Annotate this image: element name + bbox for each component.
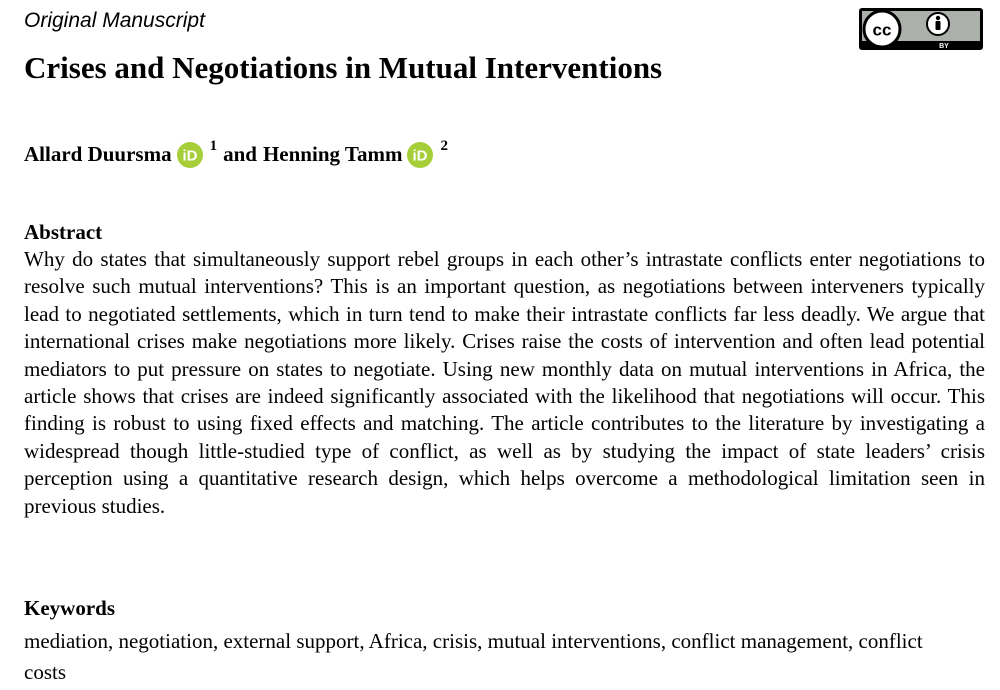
svg-text:cc: cc: [872, 20, 892, 40]
keywords-heading: Keywords: [24, 596, 115, 620]
cc-by-icon: [858, 7, 984, 56]
abstract-heading: Abstract: [24, 220, 103, 244]
svg-text:iD: iD: [412, 147, 428, 165]
keywords-text: mediation, negotiation, external support, Africa, crisis, mutual interventions, conflict management, conflict costs: [24, 629, 923, 684]
paper-title: Crises and Negotiations in Mutual Interventions: [24, 50, 663, 85]
license-badge-text: BY: [939, 43, 949, 50]
affiliation-marker: 2: [440, 137, 448, 154]
author-name: Allard Duursma: [24, 141, 172, 166]
author-name: Henning Tamm: [262, 141, 403, 166]
affiliation-marker: 1: [209, 137, 218, 154]
author-joiner: and: [223, 141, 257, 166]
orcid-icon[interactable]: [176, 141, 204, 169]
abstract-text: Why do states that simultaneously support rebel groups in each other’s intrastate conflicts enter negotiations to resolve such mutual interventions? This is an important question, as negotiations between interveners typically lead to negotiated settlements, which in turn tend to make their intrastate conflicts far less deadly. We argue that international crises make negotiations more likely. Crises raise the costs of intervention and often lead potential mediators to put pressure on states to negotiate. Using new monthly data on mutual interventions in Africa, the article shows that crises are indeed significantly associated with the likelihood that negotiations will occur. This finding is robust to using fixed effects and matching. The article contributes to the literature by investigating a widespread though little-studied type of conflict, as well as by studying the impact of state leaders’ crisis perception using a quantitative research design, which helps overcome a methodological limitation seen in previous studies.: [24, 247, 985, 518]
svg-text:iD: iD: [182, 147, 198, 165]
manuscript-label: Original Manuscript: [24, 9, 205, 32]
author-list: [24, 137, 454, 168]
orcid-icon[interactable]: [406, 141, 434, 169]
